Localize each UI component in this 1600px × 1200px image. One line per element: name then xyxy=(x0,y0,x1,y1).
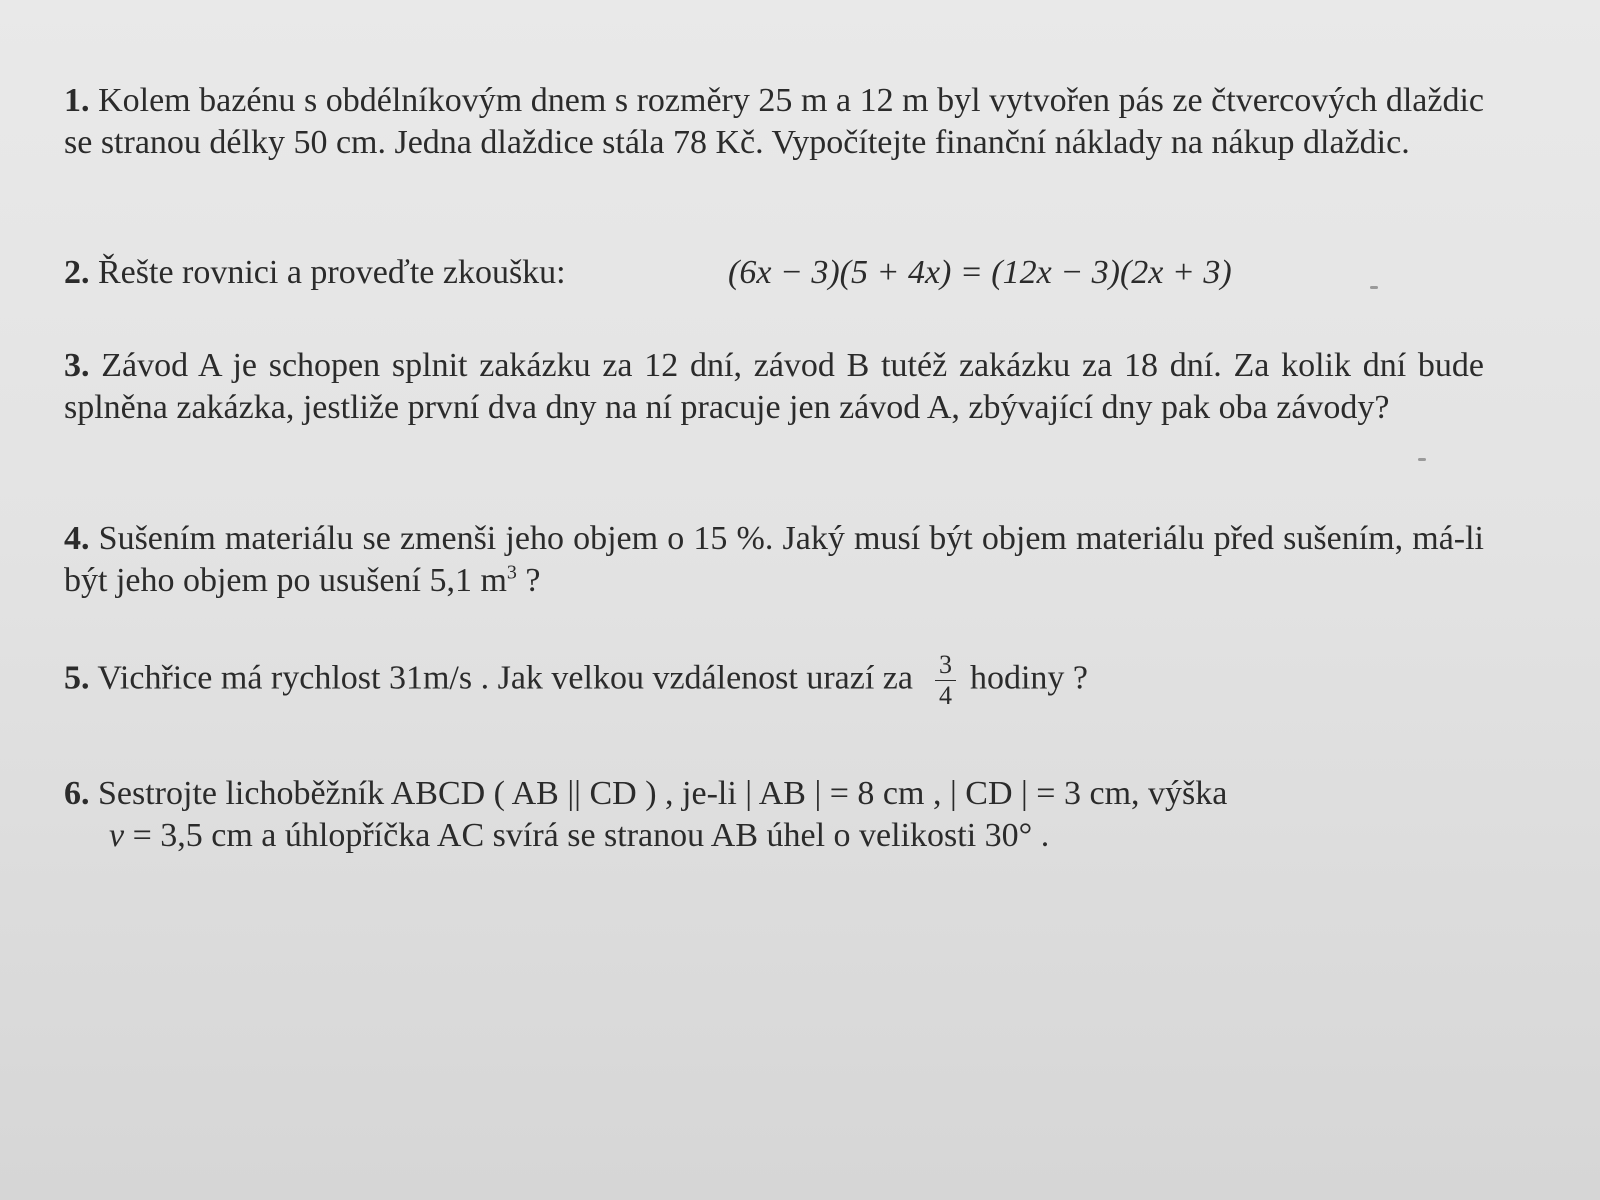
problem-3-text: Závod A je schopen splnit zakázku za 12 dní, závod B tutéž zakázku za 18 dní. Za kolik dní bude splněna zakázka, jestliže první dva dny na ní pracuje jen závod A, zbývající dny pak oba závody? xyxy=(64,347,1485,426)
problem-2-text: Řešte rovnici a proveďte zkoušku: xyxy=(98,254,566,291)
paper-speck xyxy=(1418,458,1426,461)
problem-4-number: 4. xyxy=(64,520,90,557)
fraction-numerator: 3 xyxy=(935,650,956,681)
problem-2-equation: (6x − 3)(5 + 4x) = (12x − 3)(2x + 3) xyxy=(728,254,1232,291)
problem-5-number: 5. xyxy=(64,659,90,697)
problem-4-tail: ? xyxy=(516,562,541,599)
problem-5-fraction xyxy=(935,650,956,711)
problem-4-exponent: 3 xyxy=(506,561,517,584)
problem-6-variable: v xyxy=(109,817,125,854)
problem-1-number: 1. xyxy=(64,82,90,119)
problem-3 xyxy=(64,345,1484,429)
problem-4-text: Sušením materiálu se zmenši jeho objem o 15 %. Jaký musí být objem materiálu před sušením, má-li být jeho objem po usušení 5,1 m xyxy=(64,520,1484,599)
problem-5-text-after: hodiny ? xyxy=(969,659,1089,697)
paper-speck xyxy=(1370,286,1378,289)
problem-6-line-2 xyxy=(64,815,1484,857)
problem-6-number: 6. xyxy=(64,775,90,812)
problem-3-number: 3. xyxy=(64,347,90,384)
problem-1-text: Kolem bazénu s obdélníkovým dnem s rozměry 25 m a 12 m byl vytvořen pás ze čtvercových dlaždic se stranou délky 50 cm. Jedna dlaždice stála 78 Kč. Vypočítejte finanční náklady na nákup dlaždic. xyxy=(64,82,1485,161)
problem-1 xyxy=(64,80,1484,164)
problem-6-text-line-2: = 3,5 cm a úhlopříčka AC svírá se stranou AB úhel o velikosti 30° . xyxy=(124,817,1050,854)
problem-6-text-line-1: Sestrojte lichoběžník ABCD ( AB || CD ) , je-li | AB | = 8 cm , | CD | = 3 cm, výška xyxy=(98,775,1228,812)
problem-5-text-before: Vichřice má rychlost 31m/s . Jak velkou vzdálenost urazí za xyxy=(97,659,913,697)
problem-5 xyxy=(64,650,1484,711)
fraction-denominator: 4 xyxy=(938,681,952,710)
problem-2 xyxy=(64,252,1484,294)
problem-6 xyxy=(64,773,1484,857)
problem-4 xyxy=(64,518,1484,602)
problem-2-number: 2. xyxy=(64,254,90,291)
problem-6-line-1 xyxy=(64,773,1484,815)
